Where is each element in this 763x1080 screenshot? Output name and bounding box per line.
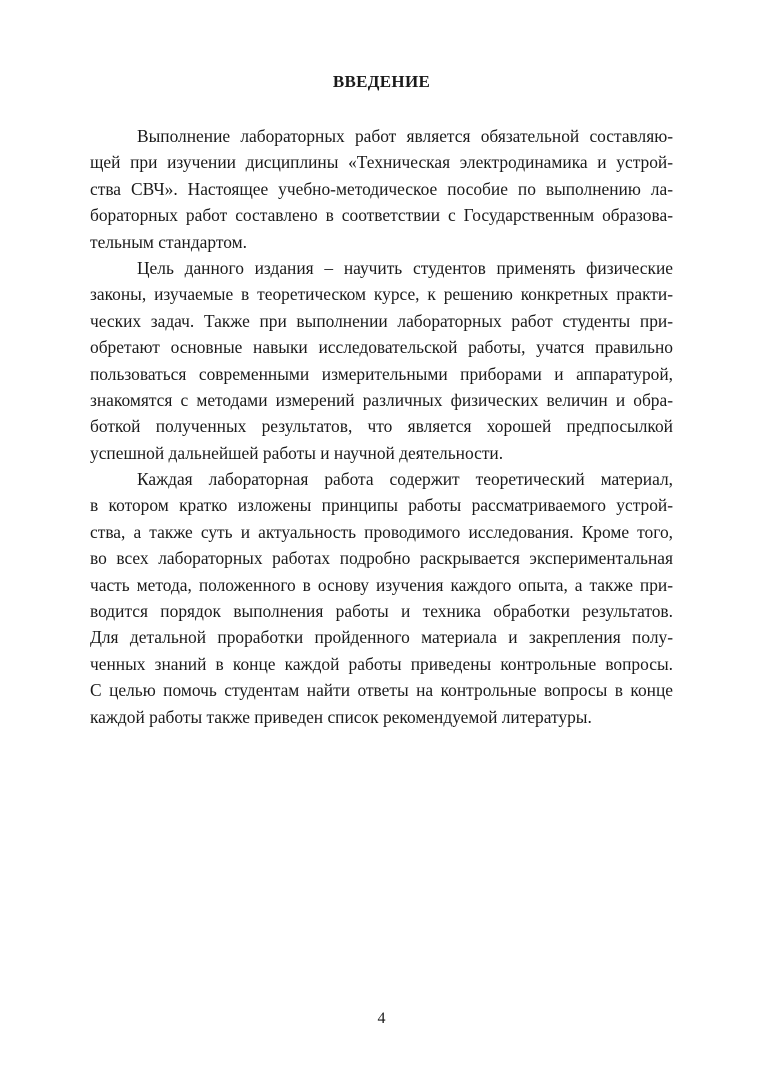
text-line: во всех лабораторных работах подробно раскрывается экспериментальная xyxy=(90,548,673,569)
text-line: тельным стандартом. xyxy=(90,231,247,252)
text-line: обретают основные навыки исследовательской работы, учатся правильно xyxy=(90,337,673,358)
text-line: щей при изучении дисциплины «Техническая электродинамика и устрой- xyxy=(90,152,673,173)
text-line: в котором кратко изложены принципы работы рассматриваемого устрой- xyxy=(90,495,673,516)
paragraph-3 xyxy=(90,466,673,730)
text-line: знакомятся с методами измерений различных физических величин и обра- xyxy=(90,389,673,410)
text-line: ческих задач. Также при выполнении лабораторных работ студенты при- xyxy=(90,310,673,331)
text-line: ства, а также суть и актуальность проводимого исследования. Кроме того, xyxy=(90,521,673,542)
page-title: ВВЕДЕНИЕ xyxy=(332,72,431,91)
text-line: Для детальной проработки пройденного материала и закрепления полу- xyxy=(90,627,673,648)
text-line: бораторных работ составлено в соответствии с Государственным образова- xyxy=(90,205,673,226)
text-line: боткой полученных результатов, что является хорошей предпосылкой xyxy=(90,416,673,437)
text-line: Цель данного издания – научить студентов применять физические xyxy=(137,257,673,278)
text-line: законы, изучаемые в теоретическом курсе, к решению конкретных практи- xyxy=(90,284,673,305)
text-line: часть метода, положенного в основу изучения каждого опыта, а также при- xyxy=(90,574,673,595)
text-line: пользоваться современными измерительными приборами и аппаратурой, xyxy=(90,363,673,384)
paragraph-1 xyxy=(90,123,673,255)
text-line: ства СВЧ». Настоящее учебно-методическое пособие по выполнению ла- xyxy=(90,178,673,199)
text-line: Выполнение лабораторных работ является обязательной составляю- xyxy=(137,126,673,146)
body-text xyxy=(90,123,673,730)
page-number: 4 xyxy=(377,1010,386,1027)
text-line: ченных знаний в конце каждой работы приведены контрольные вопросы. xyxy=(90,653,673,674)
text-line: С целью помочь студентам найти ответы на контрольные вопросы в конце xyxy=(90,680,673,701)
text-line: каждой работы также приведен список рекомендуемой литературы. xyxy=(90,706,592,727)
text-line: водится порядок выполнения работы и техника обработки результатов. xyxy=(90,601,673,622)
text-line: успешной дальнейшей работы и научной деятельности. xyxy=(90,442,504,463)
paragraph-2 xyxy=(90,255,673,466)
text-line: Каждая лабораторная работа содержит теоретический материал, xyxy=(137,469,673,490)
